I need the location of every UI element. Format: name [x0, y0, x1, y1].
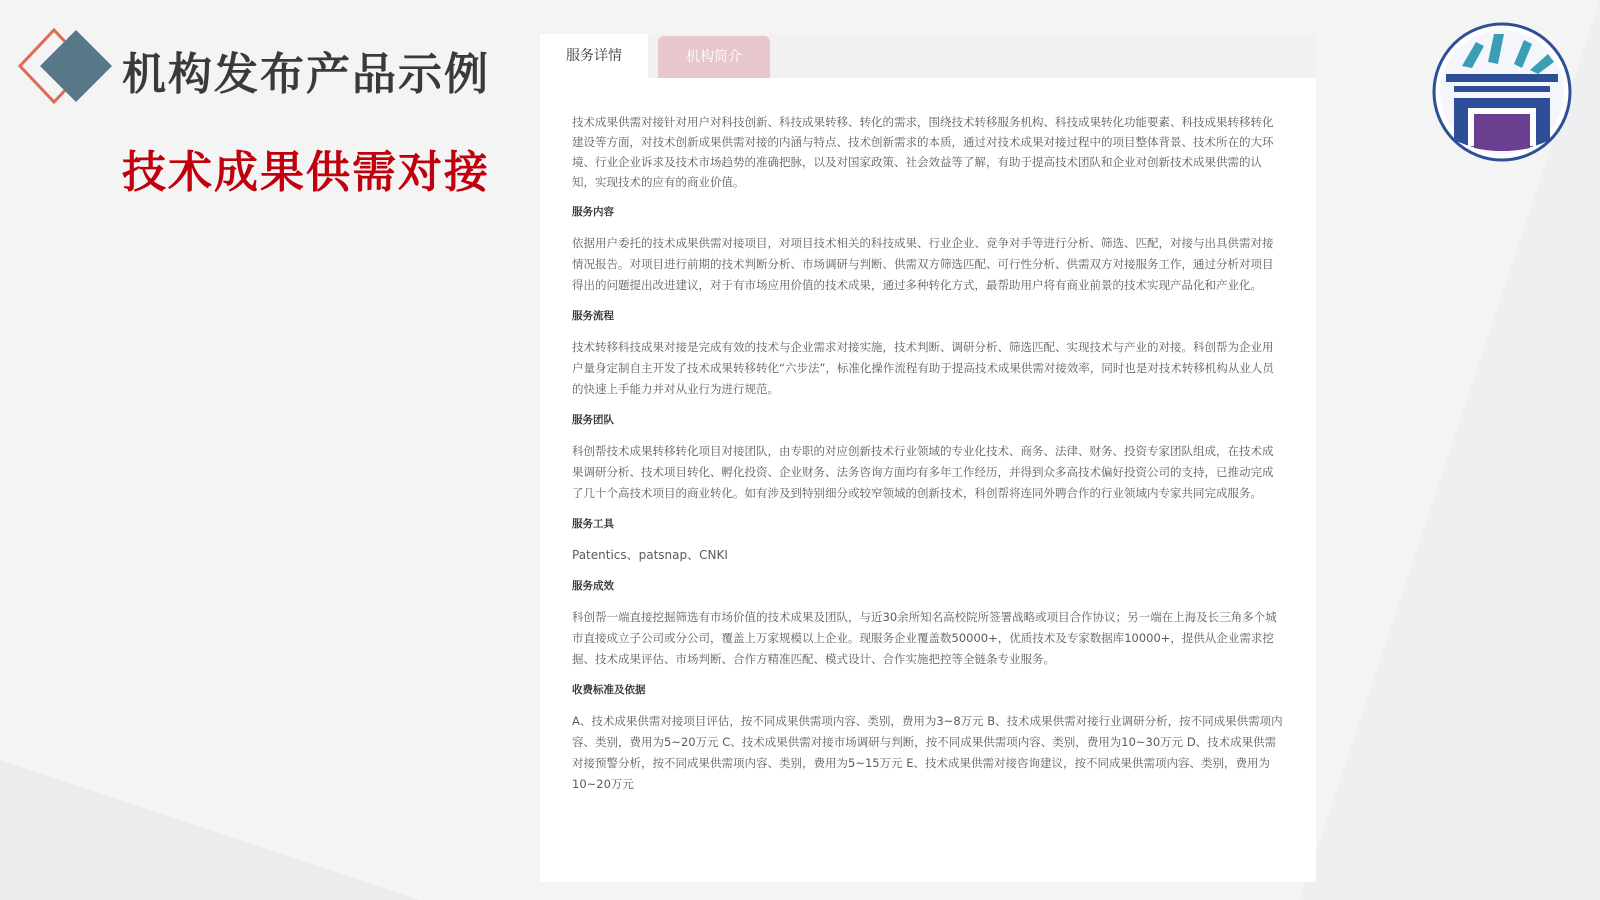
slide-title: 机构发布产品示例 — [122, 49, 490, 100]
service-content — [572, 112, 1284, 807]
tab-service-details[interactable]: 服务详情 — [540, 34, 648, 78]
section-text-fees: A、技术成果供需对接项目评估，按不同成果供需项内容、类别，费用为3~8万元 B、技术成果供需对接行业调研分析，按不同成果供需项内容、类别，费用为5~20万元 C、技术成果供需对接市场调研与判断，按不同成果供需项内容、类别，费用为10~30万元 D、技术成果供需对接预警分析，按不同成果供需项内容、类别，费用为5~15万元 E、技术成果供需对接咨询建议，按不同成果供需项内容、类别，费用为10~20万元 — [572, 714, 1283, 791]
tab-institution-intro[interactable]: 机构简介 — [658, 36, 770, 78]
service-detail-panel — [540, 34, 1316, 882]
section-text-content: 依据用户委托的技术成果供需对接项目，对项目技术相关的科技成果、行业企业、竞争对手等进行分析、筛选、匹配，对接与出具供需对接情况报告。对项目进行前期的技术判断分析、市场调研与判断、供需双方筛选匹配、可行性分析、供需双方对接服务工作，通过分析对项目得出的问题提出改进建议，对于有市场应用价值的技术成果，通过多种转化方式，最帮助用户将有商业前景的技术实现产品化和产业化。 — [572, 236, 1274, 292]
tab-bar — [540, 34, 1316, 78]
section-text-team: 科创帮技术成果转移转化项目对接团队，由专职的对应创新技术行业领域的专业化技术、商务、法律、财务、投资专家团队组成，在技术成果调研分析、技术项目转化、孵化投资、企业财务、法务咨询方面均有多年工作经历，并得到众多高技术偏好投资公司的支持，已推动完成了几十个高技术项目的商业转化。如有涉及到特别细分或较窄领域的创新技术，科创帮将连同外聘合作的行业领域内专家共同完成服务。 — [572, 444, 1274, 500]
section-text-tools: Patentics、patsnap、CNKI — [572, 548, 728, 562]
diamond-logo-icon — [18, 28, 114, 104]
section-text-results: 科创帮一端直接挖掘筛选有市场价值的技术成果及团队，与近30余所知名高校院所签署战略或项目合作协议；另一端在上海及长三角多个城市直接成立子公司或分公司，覆盖上万家规模以上企业。现服务企业覆盖数50000+，优质技术及专家数据库10000+，提供从企业需求挖掘、技术成果评估、市场判断、合作方精准匹配、模式设计、合作实施把控等全链条专业服务。 — [572, 610, 1277, 666]
slide-subtitle: 技术成果供需对接 — [122, 147, 490, 198]
section-heading-content: 服务内容 — [572, 206, 614, 218]
institution-emblem-icon — [1432, 22, 1572, 162]
section-heading-results: 服务成效 — [572, 580, 614, 592]
section-heading-team: 服务团队 — [572, 414, 614, 426]
section-heading-tools: 服务工具 — [572, 518, 614, 530]
intro-paragraph: 技术成果供需对接针对用户对科技创新、科技成果转移、转化的需求，围绕技术转移服务机构、科技成果转化功能要素、科技成果转移转化建设等方面，对技术创新成果供需对接的内涵与特点、技术创新需求的本质，通过对技术成果对接过程中的项目整体背景、技术所在的大环境、行业企业诉求及技术市场趋势的准确把脉，以及对国家政策、社会效益等了解，有助于提高技术团队和企业对创新技术成果供需的认知，实现技术的应有的商业价值。 — [572, 115, 1274, 189]
section-text-process: 技术转移科技成果对接是完成有效的技术与企业需求对接实施，技术判断、调研分析、筛选匹配、实现技术与产业的对接。科创帮为企业用户量身定制自主开发了技术成果转移转化“六步法”，标准化操作流程有助于提高技术成果供需对接效率，同时也是对技术转移机构从业人员的快速上手能力并对从业行为进行规范。 — [572, 340, 1274, 396]
section-heading-fees: 收费标准及依据 — [572, 684, 646, 696]
section-heading-process: 服务流程 — [572, 310, 614, 322]
